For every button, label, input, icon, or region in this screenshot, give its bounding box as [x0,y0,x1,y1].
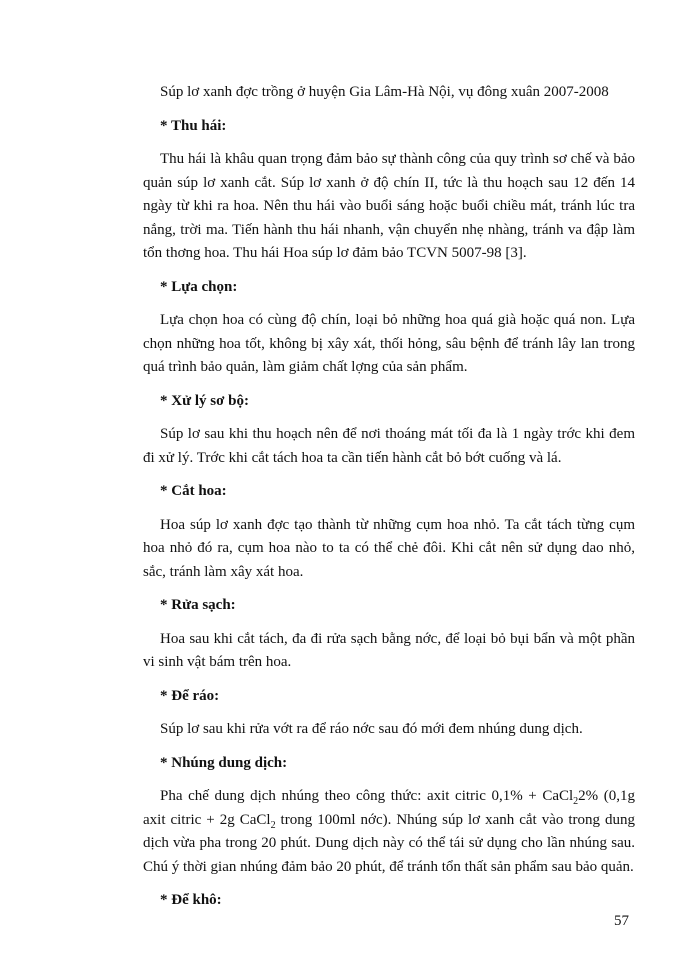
paragraph-origin: Súp lơ xanh đợc trồng ở huyện Gia Lâm-Hà Nội, vụ đông xuân 2007-2008 [160,84,609,100]
heading-cat-hoa: * Cắt hoa: [160,483,227,499]
heading-thu-hai: * Thu hái: [160,117,227,134]
heading-rua-sach: * Rửa sạch: [160,597,236,613]
paragraph-de-rao: Súp lơ sau khi rửa vớt ra để ráo nớc sau đó mới đem nhúng dung dịch. [160,721,583,737]
formula-text-part: trong 100ml nớc). Nhúng súp lơ xanh cắt vào trong dung dịch vừa pha trong 20 phút. Dung dịch này có thể tái sử dụng cho lần nhúng sau. Chú ý thời gian nhúng đảm bảo 20 phút, để tránh tổn thất sản phẩm sau bảo quản. [143,811,635,875]
subscript-2: 2 [270,819,276,831]
formula-text-part: Pha chế dung dịch nhúng theo công thức: axit citric 0,1% + CaCl [160,788,574,804]
page-content [143,81,635,923]
paragraph-lua-chon: Lựa chọn hoa có cùng độ chín, loại bỏ những hoa quá già hoặc quá non. Lựa chọn những hoa tốt, không bị xây xát, thối hỏng, sâu bệnh để tránh lây lan trong quá trình bảo quản, làm giảm chất lợng của sản phẩm. [143,312,635,375]
formula-text-part: 2% (0,1g axit citric + 2g CaCl [143,788,636,828]
heading-xu-ly-so-bo: * Xử lý sơ bộ: [160,392,249,409]
paragraph-cat-hoa: Hoa súp lơ xanh đợc tạo thành từ những cụm hoa nhỏ. Ta cắt tách từng cụm hoa nhỏ đó ra, cụm hoa nào to ta có thể chẻ đôi. Khi cắt nên sử dụng dao nhỏ, sắc, tránh làm xây xát hoa. [143,516,635,580]
heading-lua-chon: * Lựa chọn: [160,278,238,295]
heading-de-rao: * Để ráo: [160,687,220,704]
page-number: 57 [614,913,629,929]
paragraph-nhung-dung-dich [143,785,635,879]
paragraph-thu-hai: Thu hái là khâu quan trọng đảm bảo sự thành công của quy trình sơ chế và bảo quản súp lơ xanh cắt. Súp lơ xanh ở độ chín II, tức là thu hoạch sau 12 đến 14 ngày từ khi ra hoa. Nên thu hái vào buổi sáng hoặc buổi chiều mát, tránh lúc tra nắng, trời ma. Tiến hành thu hái nhanh, vận chuyển nhẹ nhàng, tránh va đập làm tổn thơng hoa. Thu hái Hoa súp lơ đảm bảo TCVN 5007-98 [3]. [143,151,635,261]
heading-nhung-dung-dich: * Nhúng dung dịch: [160,754,288,771]
subscript-2: 2 [573,796,579,807]
heading-de-kho: * Để khô: [160,892,222,908]
paragraph-xu-ly-so-bo: Súp lơ sau khi thu hoạch nên để nơi thoáng mát tối đa là 1 ngày trớc khi đem đi xử lý. Trớc khi cắt tách hoa ta cần tiến hành cắt bỏ bớt cuống và lá. [143,426,635,466]
paragraph-rua-sach: Hoa sau khi cắt tách, đa đi rửa sạch bằng nớc, để loại bỏ bụi bẩn và một phần vi sinh vật bám trên hoa. [143,630,635,670]
